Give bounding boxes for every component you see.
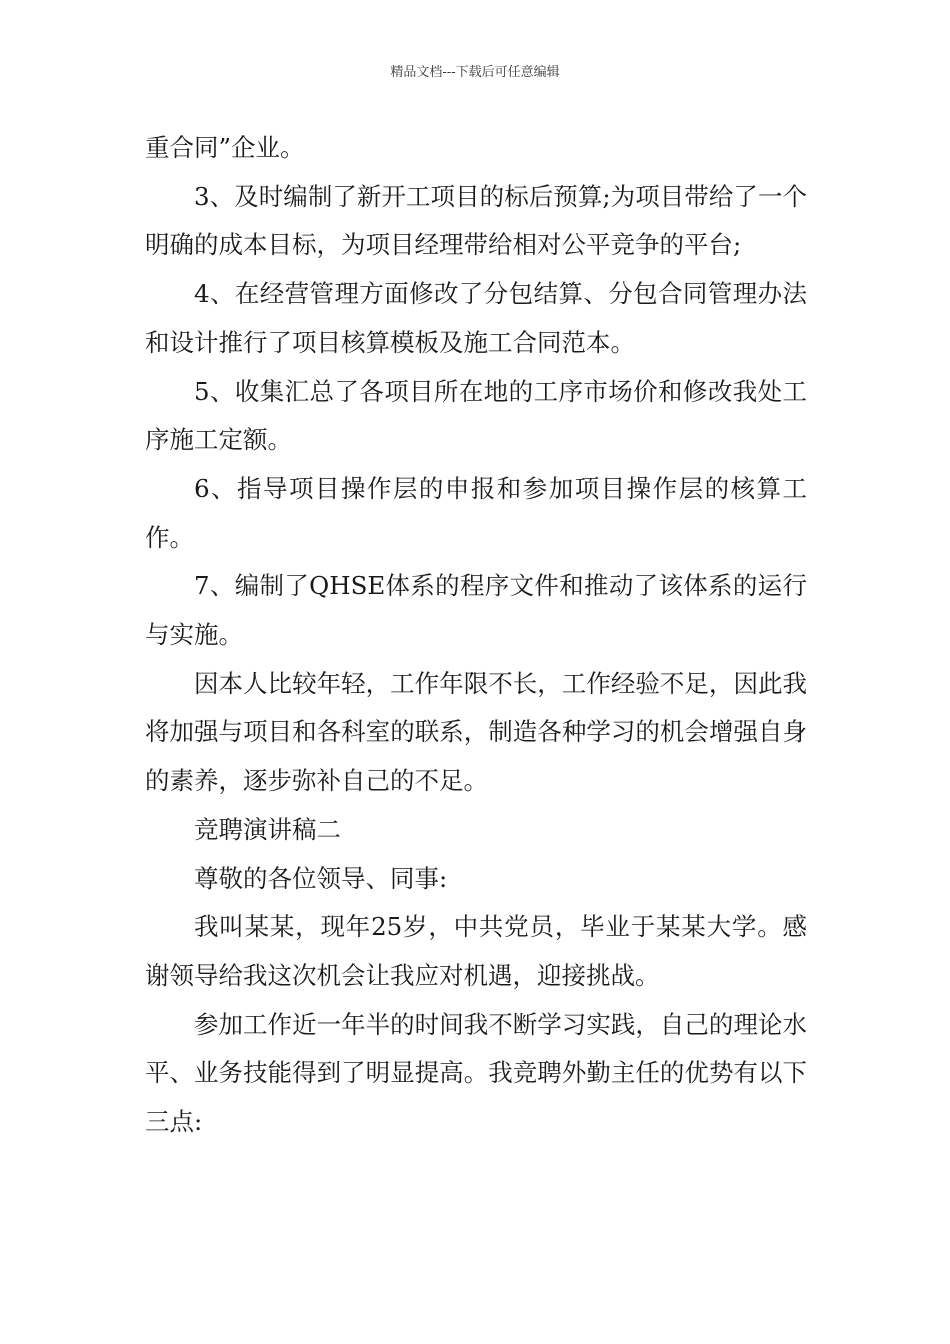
paragraph-item-6: 6、指导项目操作层的申报和参加项目操作层的核算工作。 [145, 473, 807, 552]
paragraph-item-3: 3、及时编制了新开工项目的标后预算;为项目带给了一个明确的成本目标，为项目经理带给相对公平竞争的平台; [145, 181, 807, 260]
salutation: 尊敬的各位领导、同事: [194, 863, 448, 893]
paragraph-experience: 参加工作近一年半的时间我不断学习实践，自己的理论水平、业务技能得到了明显提高。我竞聘外勤主任的优势有以下三点: [145, 1009, 807, 1137]
paragraph-self-assessment: 因本人比较年轻，工作年限不长，工作经验不足，因此我将加强与项目和各科室的联系，制造各种学习的机会增强自身的素养，逐步弥补自己的不足。 [145, 668, 807, 796]
paragraph-item-7: 7、编制了QHSE体系的程序文件和推动了该体系的运行与实施。 [145, 571, 807, 650]
paragraph-item-5: 5、收集汇总了各项目所在地的工序市场价和修改我处工序施工定额。 [145, 376, 807, 455]
section-title: 竞聘演讲稿二 [194, 814, 341, 844]
paragraph-item-4: 4、在经营管理方面修改了分包结算、分包合同管理办法和设计推行了项目核算模板及施工合同范本。 [145, 279, 807, 357]
paragraph-introduction: 我叫某某，现年25岁，中共党员，毕业于某某大学。感谢领导给我这次机会让我应对机遇，迎接挑战。 [145, 912, 807, 990]
page-header: 精品文档---下载后可任意编辑 [390, 65, 560, 80]
document-body [145, 124, 807, 1147]
paragraph-continuation: 重合同”企业。 [145, 133, 305, 162]
